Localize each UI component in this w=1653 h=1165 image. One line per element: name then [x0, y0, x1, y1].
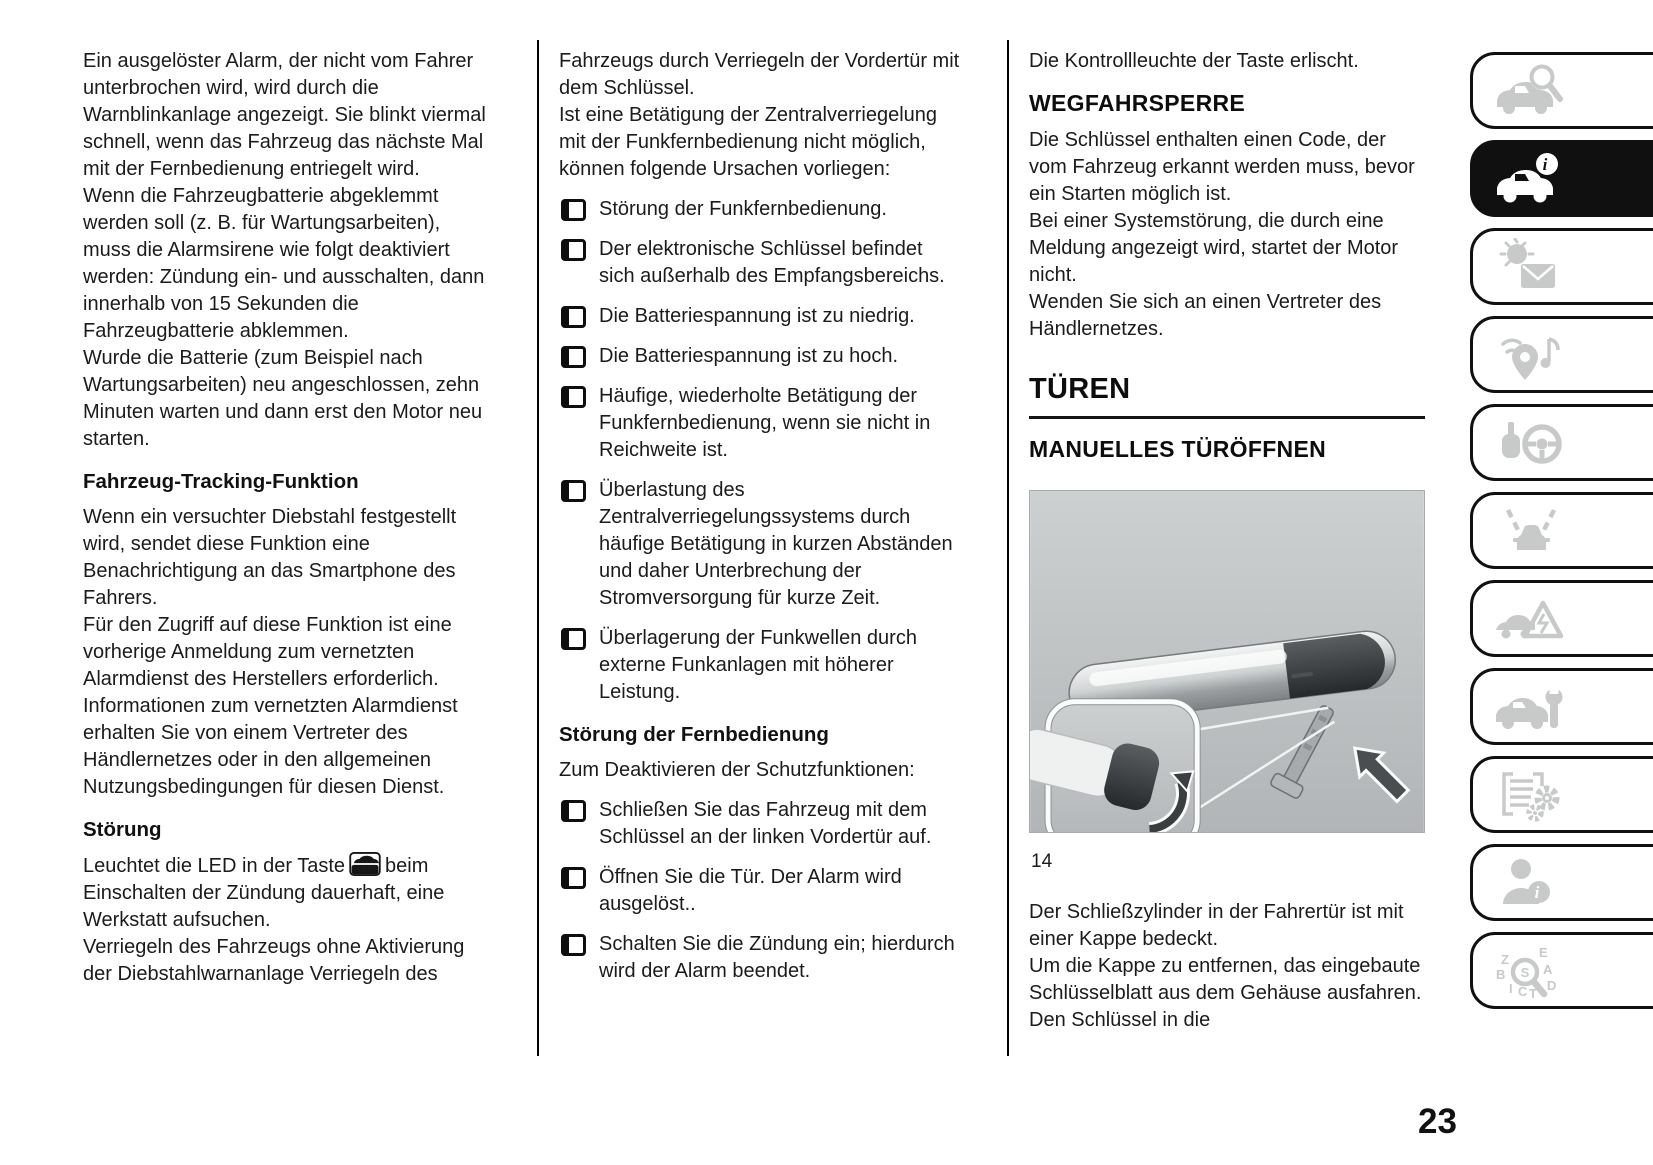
car-info-icon [1491, 150, 1567, 208]
column-1 [83, 48, 489, 988]
paragraph: Wenn ein versuchter Diebstahl festgestellt wird, sendet diese Funktion eine Benachrichtigung an das Smartphone des Fahrers. [83, 506, 457, 609]
list-item: Überlagerung der Funkwellen durch externe Funkanlagen mit höherer Leistung. [559, 625, 961, 706]
column-divider [537, 40, 539, 1056]
cause-list [559, 196, 961, 706]
square-bullet-icon [561, 934, 586, 956]
svg-text:i: i [1542, 154, 1548, 174]
alarm-off-button-icon [349, 852, 381, 876]
paragraph: Zum Deaktivieren der Schutzfunktionen: [559, 759, 915, 781]
square-bullet-icon [561, 480, 586, 502]
square-bullet-icon [561, 239, 586, 261]
list-item: Schließen Sie das Fahrzeug mit dem Schlüssel an der linken Vordertür auf. [559, 797, 961, 851]
square-bullet-icon [561, 306, 586, 328]
figure-caption: 14 [1031, 851, 1053, 872]
tab-vehicle-info[interactable] [1470, 140, 1653, 217]
column-2 [559, 48, 961, 985]
tab-emergency[interactable] [1470, 580, 1653, 657]
square-bullet-icon [561, 346, 586, 368]
square-bullet-icon [561, 386, 586, 408]
gearknob-steering-wheel-icon [1491, 414, 1567, 472]
steps-list [559, 797, 961, 985]
section-heading-wegfahrsperre: WEGFAHRSPERRE [1029, 90, 1246, 116]
tab-alphabetical-index[interactable] [1470, 932, 1653, 1009]
paragraph: Um die Kappe zu entfernen, das eingebaute Schlüsselblatt aus dem Gehäuse ausfahren. Den Schlüssel in die [1029, 955, 1422, 1031]
list-item: Überlastung des Zentralverriegelungssystems durch häufige Betätigung in kurzen Abständen und daher Unterbrechung der Stromversorgung für kurze Zeit. [559, 477, 961, 612]
lane-assist-icon [1491, 502, 1567, 560]
off-label: OFF [358, 867, 372, 875]
paragraph-with-icon [83, 852, 489, 934]
section-heading-manuelles-tueroeffnen: MANUELLES TÜRÖFFNEN [1029, 436, 1327, 462]
svg-text:B: B [1496, 966, 1506, 982]
car-wrench-icon [1491, 678, 1567, 736]
spec-list-gears-icon [1491, 766, 1567, 824]
text-after-icon: beim Einschalten der Zündung dauerhaft, eine Werkstatt aufsuchen. [83, 855, 445, 931]
location-multimedia-icon [1491, 326, 1567, 384]
svg-text:C: C [1518, 983, 1528, 999]
subheading-fernbedienung: Störung der Fernbedienung [559, 723, 829, 746]
subheading-stoerung: Störung [83, 818, 162, 841]
paragraph: Bei einer Systemstörung, die durch eine Meldung angezeigt wird, startet der Motor nicht. [1029, 210, 1399, 286]
tab-technical-data[interactable] [1470, 756, 1653, 833]
person-info-icon [1491, 854, 1567, 912]
square-bullet-icon [561, 867, 586, 889]
tab-driver-assistance[interactable] [1470, 492, 1653, 569]
paragraph: Informationen zum vernetzten Alarmdienst erhalten Sie von einem Vertreter des Händlernetzes oder in den allgemeinen Nutzungsbedingungen für diesen Dienst. [83, 695, 458, 798]
chapter-heading-tueren: TÜREN [1029, 373, 1425, 419]
subheading-tracking: Fahrzeug-Tracking-Funktion [83, 470, 359, 493]
paragraph: Wenn die Fahrzeugbatterie abgeklemmt werden soll (z. B. für Wartungsarbeiten), muss die Alarmsirene wie folgt deaktiviert werden: Zündung ein- und ausschalten, dann innerhalb von 15 Sekunden die Fahrzeugbatterie abklemmen. [83, 185, 485, 342]
list-item: Der elektronische Schlüssel befindet sich außerhalb des Empfangsbereichs. [559, 236, 961, 290]
svg-text:T: T [1529, 985, 1537, 1000]
warning-light-message-icon [1491, 238, 1567, 296]
car-search-icon [1491, 62, 1567, 120]
column-divider [1007, 40, 1009, 1056]
list-item: Die Batteriespannung ist zu hoch. [559, 343, 961, 370]
column-3 [1029, 48, 1425, 1034]
paragraph: Verriegeln des Fahrzeugs ohne Aktivierung der Diebstahlwarnanlage Verriegeln des [83, 936, 465, 985]
text-before-icon: Leuchtet die LED in der Taste [83, 855, 346, 877]
svg-text:i: i [1534, 882, 1540, 902]
tab-vehicle-overview[interactable] [1470, 52, 1653, 129]
tab-starting-driving[interactable] [1470, 404, 1653, 481]
list-item: Häufige, wiederholte Betätigung der Funkfernbedienung, wenn sie nicht in Reichweite ist. [559, 383, 961, 464]
list-item: Störung der Funkfernbedienung. [559, 196, 961, 223]
paragraph: Die Schlüssel enthalten einen Code, der vom Fahrzeug erkannt werden muss, bevor ein Starten möglich ist. [1029, 129, 1415, 205]
svg-text:S: S [1520, 964, 1530, 980]
list-item: Schalten Sie die Zündung ein; hierdurch wird der Alarm beendet. [559, 931, 961, 985]
list-item: Die Batteriespannung ist zu niedrig. [559, 303, 961, 330]
paragraph: Der Schließzylinder in der Fahrertür ist mit einer Kappe bedeckt. [1029, 901, 1404, 950]
list-item: Öffnen Sie die Tür. Der Alarm wird ausgelöst.. [559, 864, 961, 918]
tab-warning-lights-messages[interactable] [1470, 228, 1653, 305]
paragraph: Wenden Sie sich an einen Vertreter des Händlernetzes. [1029, 291, 1382, 340]
paragraph: Für den Zugriff auf diese Funktion ist eine vorherige Anmeldung zum vernetzten Alarmdienst des Herstellers erforderlich. [83, 614, 452, 690]
svg-text:I: I [1509, 980, 1513, 996]
page-number: 23 [1418, 1102, 1457, 1141]
paragraph: Die Kontrollleuchte der Taste erlischt. [1029, 50, 1359, 72]
index-letters-magnifier-icon [1491, 942, 1567, 1000]
square-bullet-icon [561, 628, 586, 650]
tab-customer-info[interactable] [1470, 844, 1653, 921]
door-handle-illustration [1029, 490, 1425, 833]
tab-multimedia-navigation[interactable] [1470, 316, 1653, 393]
svg-text:D: D [1547, 977, 1557, 993]
tab-service-maintenance[interactable] [1470, 668, 1653, 745]
paragraph: Wurde die Batterie (zum Beispiel nach Wartungsarbeiten) neu angeschlossen, zehn Minuten warten und dann erst den Motor neu starten. [83, 347, 483, 450]
svg-text:E: E [1539, 944, 1548, 960]
svg-text:Z: Z [1501, 951, 1509, 967]
paragraph: Ein ausgelöster Alarm, der nicht vom Fahrer unterbrochen wird, wird durch die Warnblinkanlage angezeigt. Sie blinkt viermal schnell, wenn das Fahrzeug das nächste Mal mit der Fernbedienung entriegelt wird. [83, 50, 486, 180]
paragraph: Ist eine Betätigung der Zentralverriegelung mit der Funkfernbedienung nicht möglich, können folgende Ursachen vorliegen: [559, 104, 938, 180]
paragraph: Fahrzeugs durch Verriegeln der Vordertür mit dem Schlüssel. [559, 50, 960, 99]
square-bullet-icon [561, 199, 586, 221]
square-bullet-icon [561, 800, 586, 822]
car-warning-triangle-icon [1491, 590, 1567, 648]
svg-text:A: A [1543, 961, 1553, 977]
